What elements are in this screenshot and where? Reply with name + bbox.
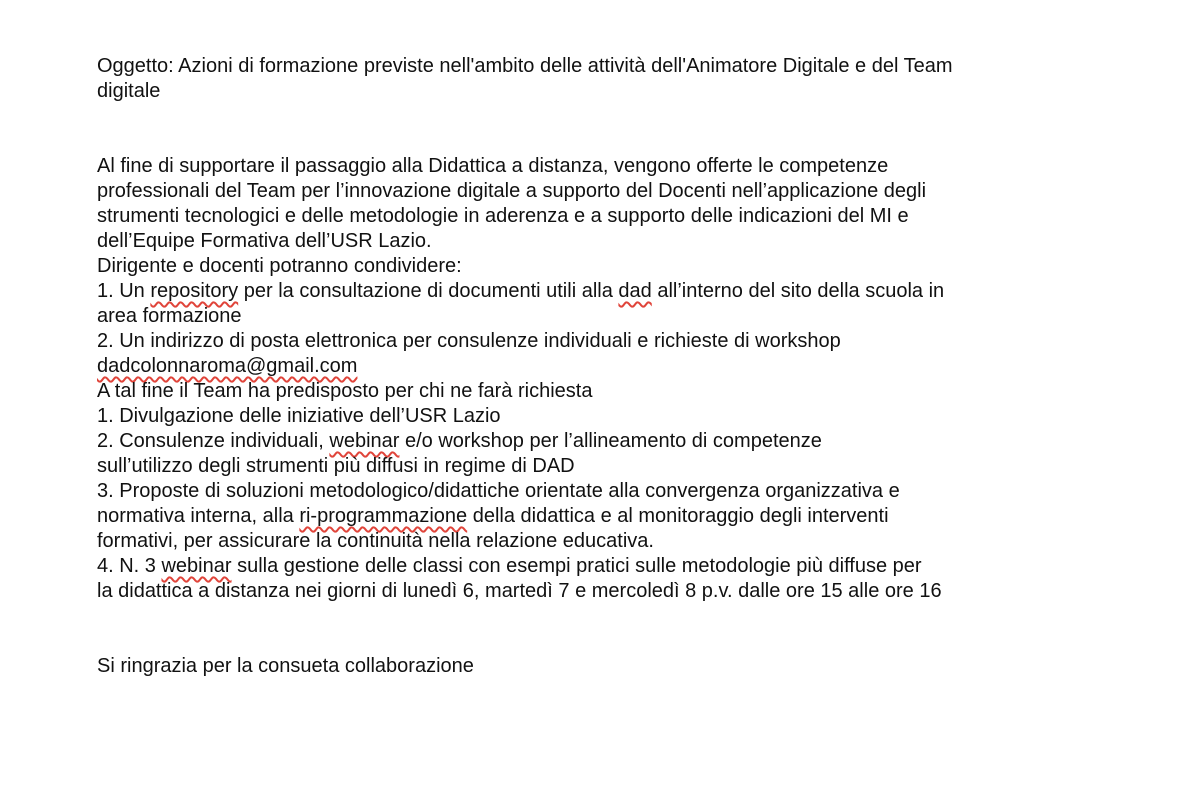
share-list bbox=[97, 279, 1097, 379]
team-intro: A tal fine il Team ha predisposto per chi ne farà richiesta bbox=[97, 380, 593, 402]
blank-line bbox=[97, 104, 1097, 129]
team-item-3-continued: formativi, per assicurare la continuità nella relazione educativa. bbox=[97, 530, 654, 552]
subject-text-1: Oggetto: Azioni di formazione previste nell'ambito delle attività dell'Animatore Digitale e del Team bbox=[97, 55, 953, 77]
share-item-2-email bbox=[97, 354, 1097, 379]
misspelled-word[interactable]: ri-programmazione bbox=[299, 505, 468, 527]
share-item-2: 2. Un indirizzo di posta elettronica per consulenze individuali e richieste di workshop bbox=[97, 330, 841, 352]
team-item-3: 3. Proposte di soluzioni metodologico/didattiche orientate alla convergenza organizzativa e bbox=[97, 480, 900, 502]
intro-line: strumenti tecnologici e delle metodologie in aderenza e a supporto delle indicazioni del MI e bbox=[97, 205, 909, 227]
closing-line: Si ringrazia per la consueta collaborazione bbox=[97, 655, 474, 677]
document-body bbox=[97, 54, 1097, 679]
misspelled-word[interactable]: webinar bbox=[161, 555, 232, 577]
subject-line bbox=[97, 54, 1097, 104]
team-item-3-continued: normativa interna, alla ri-programmazione della didattica e al monitoraggio degli interventi bbox=[97, 505, 889, 527]
intro-paragraph bbox=[97, 154, 1097, 254]
misspelled-word[interactable]: repository bbox=[150, 280, 239, 302]
subject-text-2: digitale bbox=[97, 80, 161, 102]
intro-line: professionali del Team per l’innovazione digitale a supporto del Docenti nell’applicazione degli bbox=[97, 180, 927, 202]
team-item-4-continued: la didattica a distanza nei giorni di lunedì 6, martedì 7 e mercoledì 8 p.v. dalle ore 15 alle ore 16 bbox=[97, 580, 942, 602]
share-item-1: 1. Un repository per la consultazione di documenti utili alla dad all’interno del sito della scuola in bbox=[97, 280, 945, 302]
team-item-2-continued: sull’utilizzo degli strumenti più diffusi in regime di DAD bbox=[97, 455, 575, 477]
misspelled-word[interactable]: webinar bbox=[329, 430, 400, 452]
team-item-2: 2. Consulenze individuali, webinar e/o workshop per l’allineamento di competenze bbox=[97, 430, 822, 452]
team-item-1: 1. Divulgazione delle iniziative dell’USR Lazio bbox=[97, 405, 501, 427]
team-list bbox=[97, 404, 1097, 604]
share-intro: Dirigente e docenti potranno condividere: bbox=[97, 255, 462, 277]
team-item-4: 4. N. 3 webinar sulla gestione delle classi con esempi pratici sulle metodologie più diffuse per bbox=[97, 555, 922, 577]
intro-line: Al fine di supportare il passaggio alla Didattica a distanza, vengono offerte le competenze bbox=[97, 155, 889, 177]
intro-line: dell’Equipe Formativa dell’USR Lazio. bbox=[97, 230, 432, 252]
email-address[interactable]: dadcolonnaroma@gmail.com bbox=[97, 355, 358, 377]
share-item-1-continued: area formazione bbox=[97, 305, 242, 327]
misspelled-word[interactable]: dad bbox=[618, 280, 652, 302]
blank-line bbox=[97, 604, 1097, 629]
blank-line bbox=[97, 629, 1097, 654]
blank-line bbox=[97, 129, 1097, 154]
